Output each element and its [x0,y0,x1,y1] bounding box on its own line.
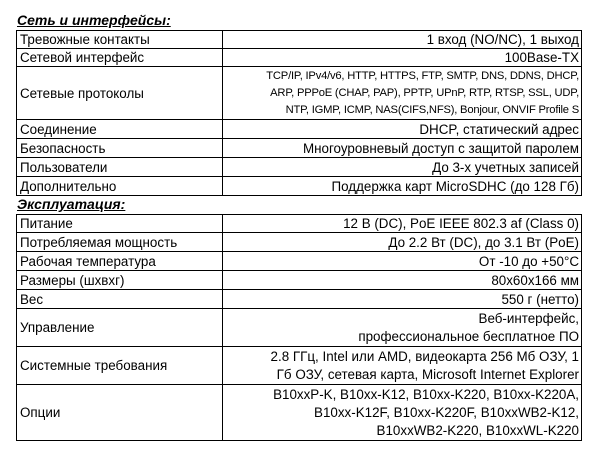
row-label: Сетевой интерфейс [17,49,223,67]
row-value [223,120,582,139]
row-label: Безопасность [17,139,223,158]
table-row [17,158,582,177]
row-label: Сетевые протоколы [17,67,223,120]
value-line: TCP/IP, IPv4/v6, HTTP, HTTPS, FTP, SMTP, DNS, DDNS, DHCP, [266,69,579,82]
row-label: Размеры (шxвxг) [17,271,223,290]
table-row [17,290,582,309]
value-line: 12 В (DC), PoE IEEE 802.3 af (Class 0) [343,216,579,231]
table-row [17,67,582,120]
value-line: Гб ОЗУ, сетевая карта, Microsoft Internet Explorer [276,366,579,382]
row-label: Тревожные контакты [17,31,223,49]
row-value [223,252,582,271]
value-line: профессиональное бесплатное ПО [358,328,579,344]
spec-sheet [16,12,582,441]
section-title-operation: Эксплуатация: [17,196,126,212]
row-label: Системные требования [17,347,223,385]
table-row [17,31,582,49]
value-line: NTP, IGMP, ICMP, NAS(CIFS,NFS), Bonjour, ONVIF Profile S [285,103,579,116]
value-line: DHCP, статический адрес [419,121,579,137]
table-row [17,271,582,290]
row-label: Вес [17,290,223,309]
value-line: Многоуровневый доступ с защитой паролем [302,140,579,156]
table-row [17,347,582,385]
row-value [223,31,582,49]
row-value [223,139,582,158]
table-row [17,385,582,441]
value-line: До 2.2 Вт (DC), до 3.1 Вт (PoE) [388,234,579,250]
table-row [17,233,582,252]
row-label: Соединение [17,120,223,139]
row-label: Питание [17,215,223,233]
value-line: 1 вход (NO/NC), 1 выход [426,32,579,47]
value-line: B10xx-K12F, B10xx-K220F, B10xxWB2-K12, [314,404,579,420]
value-line: До 3-х учетных записей [432,159,579,175]
row-value [223,158,582,177]
table-row [17,309,582,347]
value-line: B10xxWB2-K220, B10xxWL-K220 [376,422,579,438]
row-value [223,49,582,67]
row-label: Пользователи [17,158,223,177]
value-line: От -10 до +50°C [478,253,579,269]
row-value [223,233,582,252]
row-label: Потребляемая мощность [17,233,223,252]
value-line: 100Base-TX [504,50,579,65]
section-title-network: Сеть и интерфейсы: [17,12,171,28]
value-line: 2.8 ГГц, Intel или AMD, видеокарта 256 Мб ОЗУ, 1 [270,348,579,364]
row-label: Дополнительно [17,177,223,196]
row-value [223,67,582,120]
row-value [223,347,582,385]
row-label: Опции [17,385,223,441]
row-value [223,177,582,196]
value-line: 80x60x166 мм [491,272,579,288]
value-line: B10xxP-K, B10xx-K12, B10xx-K220, B10xx-K220A, [273,386,579,402]
row-value [223,215,582,233]
table-row [17,177,582,196]
row-value [223,290,582,309]
row-label: Рабочая температура [17,252,223,271]
row-value [223,385,582,441]
table-row [17,49,582,67]
row-label: Управление [17,309,223,347]
value-line: ARP, PPPoE (CHAP, PAP), PPTP, UPnP, RTP, RTSP, SSL, UDP, [270,86,579,99]
operation-spec-table [16,214,582,441]
value-line: Веб-интерфейс, [478,310,579,326]
value-line: Поддержка карт MicroSDHC (до 128 Гб) [331,178,579,194]
table-row [17,252,582,271]
table-row [17,120,582,139]
network-spec-table [16,30,582,196]
table-row [17,139,582,158]
table-row [17,215,582,233]
value-line: 550 г (нетто) [501,291,579,307]
row-value [223,271,582,290]
row-value [223,309,582,347]
